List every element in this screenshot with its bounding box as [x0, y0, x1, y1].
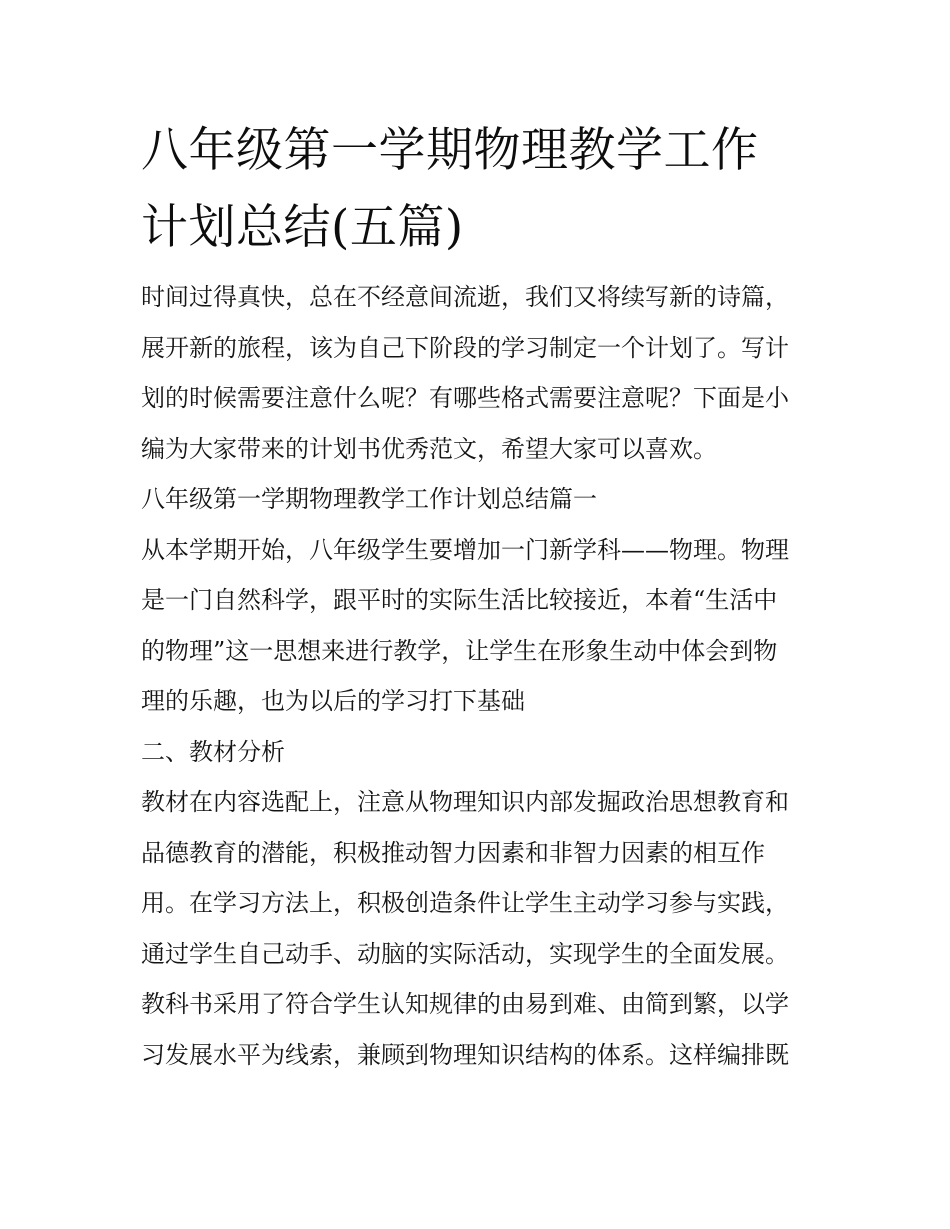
section-heading-2: 二、教材分析 — [141, 737, 285, 766]
paragraph-2-line-2: 品德教育的潜能，积极推动智力因素和非智力因素的相互作 — [141, 838, 765, 867]
paragraph-2-line-1: 教材在内容选配上，注意从物理知识内部发掘政治思想教育和 — [141, 788, 789, 816]
document-page — [141, 112, 813, 1080]
intro-line-2: 展开新的旅程，该为自己下阶段的学习制定一个计划了。写计 — [141, 333, 789, 362]
paragraph-1-line-2: 是一门自然科学，跟平时的实际生活比较接近，本着“生活中 — [141, 586, 778, 614]
section-heading-1: 八年级第一学期物理教学工作计划总结篇一 — [141, 485, 597, 513]
paragraph-2-line-3: 用。在学习方法上，积极创造条件让学生主动学习参与实践， — [141, 889, 789, 917]
document-title — [141, 112, 813, 266]
document-body — [141, 272, 813, 1080]
intro-line-3: 划的时候需要注意什么呢？有哪些格式需要注意呢？下面是小 — [141, 384, 789, 412]
intro-line-4: 编为大家带来的计划书优秀范文，希望大家可以喜欢。 — [141, 434, 717, 463]
paragraph-1-line-3: 的物理”这一思想来进行教学，让学生在形象生动中体会到物 — [141, 636, 778, 665]
paragraph-2-line-4: 通过学生自己动手、动脑的实际活动，实现学生的全面发展。 — [141, 939, 789, 968]
paragraph-2-line-6: 习发展水平为线索，兼顾到物理知识结构的体系。这样编排既 — [141, 1040, 789, 1069]
paragraph-2-line-5: 教科书采用了符合学生认知规律的由易到难、由简到繁，以学 — [141, 990, 789, 1018]
title-line-2: 计划总结(五篇) — [141, 200, 464, 255]
intro-line-1: 时间过得真快，总在不经意间流逝，我们又将续写新的诗篇， — [141, 283, 789, 311]
title-line-1: 八年级第一学期物理教学工作 — [141, 123, 759, 178]
paragraph-1-line-4: 理的乐趣，也为以后的学习打下基础 — [141, 687, 525, 715]
paragraph-1-line-1: 从本学期开始，八年级学生要增加一门新学科——物理。物理 — [141, 535, 789, 564]
